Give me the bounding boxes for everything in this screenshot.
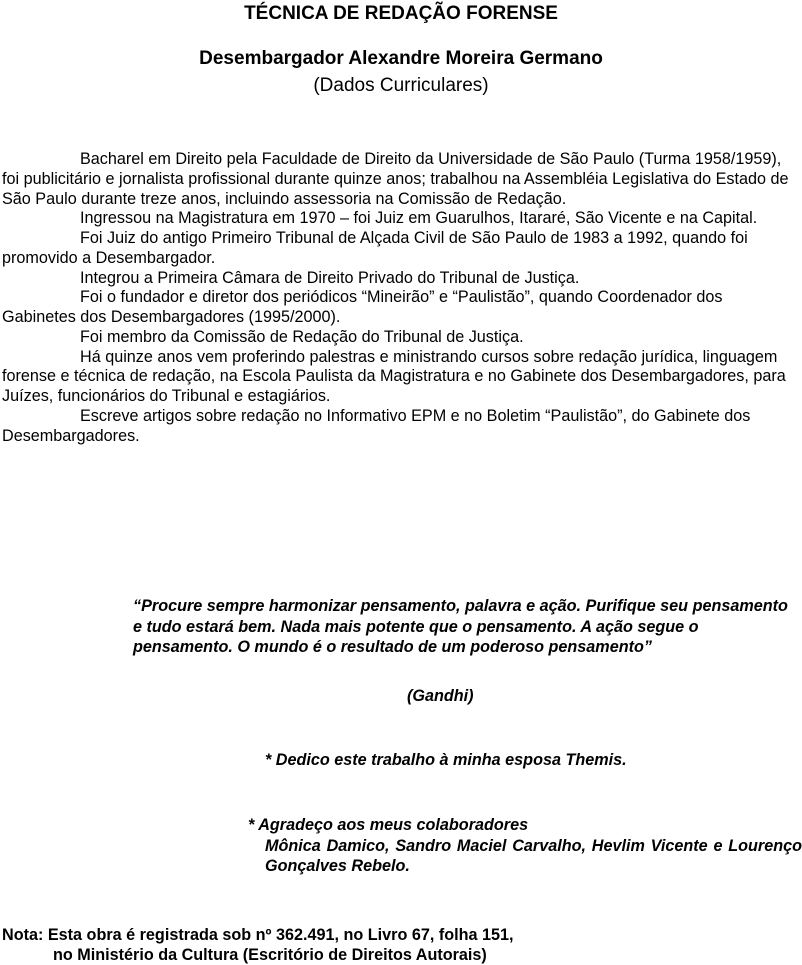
- bio-paragraph: Há quinze anos vem proferindo palestras e ministrando cursos sobre redação jurídica, linguagem forense e técnica de redação, na Escola Paulista da Magistratura e no Gabinete dos Desembargadores, para Juízes, funcionários do Tribunal e estagiários.: [2, 347, 786, 405]
- acknowledgements-names: Mônica Damico, Sandro Maciel Carvalho, Hevlim Vicente e Lourenço Gonçalves Rebelo.: [265, 836, 802, 875]
- dedication: * Dedico este trabalho à minha esposa Themis.: [265, 751, 627, 769]
- registration-note: [2, 925, 800, 965]
- document-title: TÉCNICA DE REDAÇÃO FORENSE: [244, 3, 558, 24]
- bio-paragraph: Foi Juiz do antigo Primeiro Tribunal de Alçada Civil de São Paulo de 1983 a 1992, quando foi promovido a Desembargador.: [2, 229, 748, 267]
- epigraph-author: (Gandhi): [407, 687, 474, 705]
- bio-paragraph: Ingressou na Magistratura em 1970 – foi Juiz em Guarulhos, Itararé, São Vicente e na Capital.: [80, 209, 758, 228]
- acknowledgements-heading: * Agradeço aos meus colaboradores: [248, 816, 529, 834]
- author-name: Desembargador Alexandre Moreira Germano: [199, 48, 603, 69]
- bio-paragraph: Escreve artigos sobre redação no Informativo EPM e no Boletim “Paulistão”, do Gabinete dos Desembargadores.: [2, 406, 751, 445]
- bio-paragraph: Foi membro da Comissão de Redação do Tribunal de Justiça.: [80, 327, 524, 346]
- bio-paragraph: Foi o fundador e diretor dos periódicos “Mineirão” e “Paulistão”, quando Coordenador dos Gabinetes dos Desembargadores (1995/2000).: [2, 288, 723, 326]
- epigraph-quote: “Procure sempre harmonizar pensamento, palavra e ação. Purifique seu pensamento e tudo estará bem. Nada mais potente que o pensamento. A ação segue o pensamento. O mundo é o resultado de um poderoso pensamento”: [133, 597, 788, 656]
- acknowledgements: [248, 815, 802, 877]
- biography-section: [2, 150, 800, 446]
- registration-note-line1: Nota: Esta obra é registrada sob nº 362.491, no Livro 67, folha 151,: [2, 926, 514, 944]
- bio-paragraph: Integrou a Primeira Câmara de Direito Privado do Tribunal de Justiça.: [80, 268, 580, 287]
- registration-note-line2: no Ministério da Cultura (Escritório de Direitos Autorais): [53, 946, 487, 964]
- document-subtitle: (Dados Curriculares): [313, 75, 489, 96]
- bio-paragraph: Bacharel em Direito pela Faculdade de Direito da Universidade de São Paulo (Turma 1958/1959), foi publicitário e jornalista profissional durante quinze anos; trabalhou na Assembléia Legislativa do Estado de São Paulo durante treze anos, incluindo assessoria na Comissão de Redação.: [2, 150, 789, 208]
